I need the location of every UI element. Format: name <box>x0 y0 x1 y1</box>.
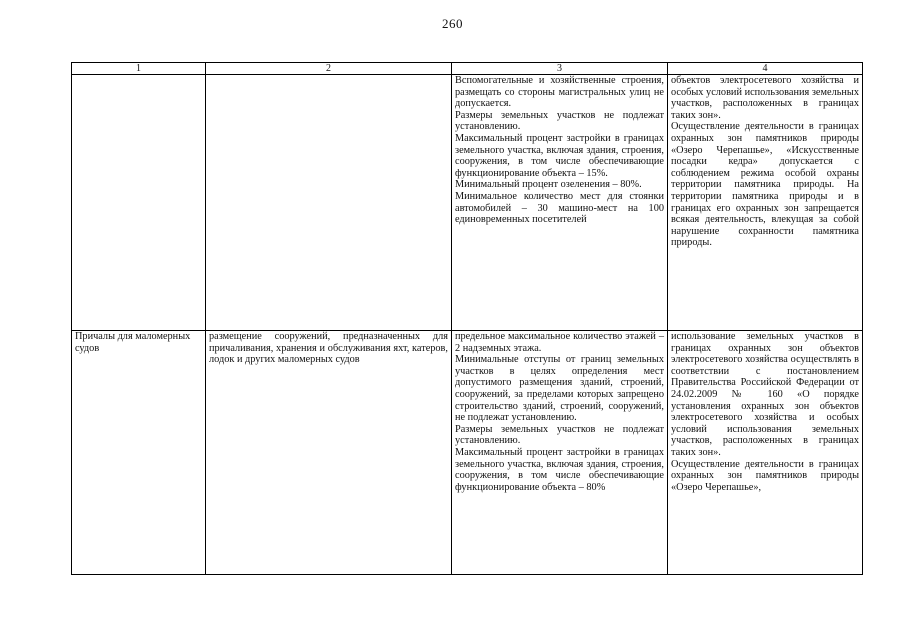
column-number-3: 3 <box>452 63 668 75</box>
row1-use-description <box>206 75 452 331</box>
paragraph: Максимальный процент застройки в границах земельного участка, включая здания, строения, сооружения, в том числе обеспечивающие функционирование объекта – 15%. <box>455 132 664 179</box>
paragraph: Размеры земельных участков не подлежат установлению. <box>455 423 664 447</box>
paragraph: объектов электросетевого хозяйства и особых условий использования земельных участков, расположенных в границах таких зон». <box>671 75 859 121</box>
column-number-1: 1 <box>72 63 206 75</box>
column-number-4: 4 <box>668 63 863 75</box>
paragraph: Вспомогательные и хозяйственные строения, размещать со стороны магистральных улиц не допускается. <box>455 75 664 110</box>
use-description-text: размещение сооружений, предназначенных для причаливания, хранения и обслуживания яхт, катеров, лодок и других маломерных судов <box>209 331 448 366</box>
row1-restrictions <box>668 75 863 331</box>
table-row <box>72 331 863 575</box>
row2-restrictions <box>668 331 863 575</box>
paragraph: Максимальный процент застройки в границах земельного участка, включая здания, строения, сооружения, в том числе обеспечивающие функционирование объекта – 80% <box>455 446 664 493</box>
page-number: 260 <box>442 16 463 31</box>
table-header-row <box>72 63 863 75</box>
paragraph: Минимальное количество мест для стоянки автомобилей – 30 машино-мест на 100 единовременных посетителей <box>455 190 664 226</box>
table-row <box>72 75 863 331</box>
row1-use-type <box>72 75 206 331</box>
paragraph: Осуществление деятельности в границах охранных зон памятников природы «Озеро Черепашье», <box>671 458 859 493</box>
row1-parameters <box>452 75 668 331</box>
paragraph: Минимальные отступы от границ земельных участков в целях определения мест допустимого размещения зданий, строений, сооружений, за пределами которых запрещено строительство зданий, строений, сооружений, не подлежат установлению. <box>455 354 664 424</box>
paragraph: Минимальный процент озеленения – 80%. <box>455 179 642 191</box>
regulations-table <box>71 62 863 575</box>
use-type-label: Причалы для маломерных судов <box>75 331 191 354</box>
paragraph: предельное максимальное количество этажей – 2 надземных этажа. <box>455 331 664 354</box>
paragraph: Осуществление деятельности в границах охранных зон памятников природы «Озеро Черепашье», «Искусственные посадки кедра» допускается с соблюдением режима особой охраны территории памятника природы. На территории памятника природы и в границах его охранных зон запрещается всякая деятельность, влекущая за собой нарушение сохранности памятника природы. <box>671 121 859 249</box>
paragraph: Размеры земельных участков не подлежат установлению. <box>455 109 664 133</box>
row2-use-type <box>72 331 206 575</box>
row2-parameters <box>452 331 668 575</box>
column-number-2: 2 <box>206 63 452 75</box>
row2-use-description <box>206 331 452 575</box>
paragraph: использование земельных участков в границах охранных зон объектов электросетевого хозяйства осуществлять в соответствии с постановлением Правительства Российской Федерации от 24.02.2009 № 160 «О порядке установления охранных зон объектов электросетевого хозяйства и особых условий использования земельных участков, расположенных в границах таких зон». <box>671 331 859 458</box>
